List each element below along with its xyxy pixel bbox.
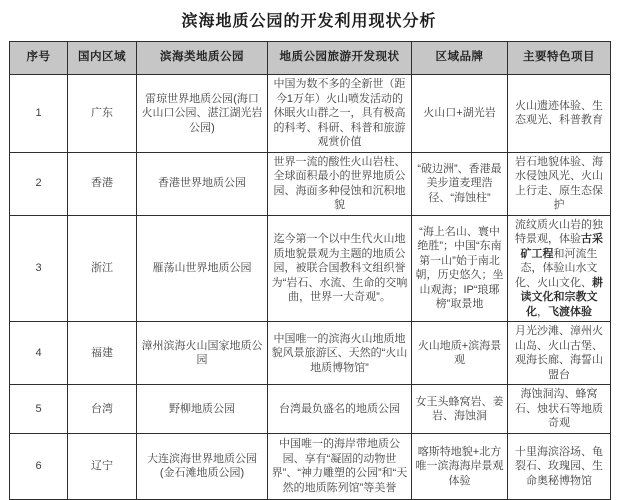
cell-features: 十里海滨浴场、龟裂石、玫瑰园、生命奥秘博物馆 — [508, 433, 611, 499]
cell-status: 世界一流的酸性火山岩柱、全球面积最小的世界地质公园、海面多种侵蚀和沉积地貌 — [268, 152, 412, 215]
cell-features: 岩石地貌体验、海水侵蚀风光、火山上行走、原生态保护 — [508, 152, 611, 215]
cell-features: 月光沙滩、漳州火山岛、火山古堡、观海长廊、海誓山盟台 — [508, 322, 611, 385]
cell-brand: 女王头蜂窝岩、姜岩、海蚀洞 — [412, 385, 508, 434]
cell-no: 1 — [10, 75, 68, 153]
cell-brand: 火山口+湖光岩 — [412, 75, 508, 153]
cell-features: 流纹质火山岩的独特景观，体验古采矿工程和河流生态，体验山水文化、火山文化、耕读文化和宗教文化，飞渡体验 — [508, 215, 611, 322]
cell-brand: “破边洲”、香港最美步道麦理浩径、“海蚀柱” — [412, 152, 508, 215]
cell-region: 香港 — [68, 152, 137, 215]
cell-status: 迄今第一个以中生代火山地质地貌景观为主题的地质公园，被联合国教科文组织誉为“岩石、水流、生命的交响曲，世界一大奇观”。 — [268, 215, 412, 322]
cell-region: 广东 — [68, 75, 137, 153]
cell-brand: 火山地质+滨海景观 — [412, 322, 508, 385]
cell-status: 中国唯一的滨海火山地质地貌风景旅游区、天然的“火山地质博物馆” — [268, 322, 412, 385]
header-features: 主要特色项目 — [508, 42, 611, 75]
cell-status: 台湾最负盛名的地质公园 — [268, 385, 412, 434]
header-no: 序号 — [10, 42, 68, 75]
cell-status: 中国唯一的海岸带地质公园、享有“凝固的动物世界”、“神力雕塑的公园”和“天然的地质陈列馆”等美誉 — [268, 433, 412, 499]
table-row — [10, 152, 611, 215]
cell-brand: 喀斯特地貌+北方唯一滨海海岸景观体验 — [412, 433, 508, 499]
cell-no: 2 — [10, 152, 68, 215]
table-row — [10, 75, 611, 153]
cell-park: 雁荡山世界地质公园 — [137, 215, 268, 322]
table-row — [10, 322, 611, 385]
cell-brand: “海上名山、寰中绝胜”；中国“东南第一山”始于南北朝，历史悠久；坐山观海；IP“琅琊榜”取景地 — [412, 215, 508, 322]
cell-no: 3 — [10, 215, 68, 322]
cell-region: 福建 — [68, 322, 137, 385]
cell-status: 中国为数不多的全新世（距今1万年）火山喷发活动的休眠火山群之一，具有极高的科考、科研、科普和旅游观赏价值 — [268, 75, 412, 153]
cell-park: 漳州滨海火山国家地质公园 — [137, 322, 268, 385]
table-row — [10, 215, 611, 322]
cell-region: 台湾 — [68, 385, 137, 434]
cell-features: 海蚀洞沟、蜂窝石、烛状石等地质奇观 — [508, 385, 611, 434]
cell-no: 6 — [10, 433, 68, 499]
header-status: 地质公园旅游开发现状 — [268, 42, 412, 75]
cell-no: 5 — [10, 385, 68, 434]
geopark-table — [9, 41, 611, 500]
cell-park: 雷琼世界地质公园(海口火山口公园、湛江湖光岩公园) — [137, 75, 268, 153]
header-region: 国内区域 — [68, 42, 137, 75]
cell-features: 火山遗迹体验、生态观光、科普教育 — [508, 75, 611, 153]
header-brand: 区域品牌 — [412, 42, 508, 75]
cell-no: 4 — [10, 322, 68, 385]
cell-park: 大连滨海世界地质公园(金石滩地质公园) — [137, 433, 268, 499]
table-row — [10, 433, 611, 499]
header-park: 滨海类地质公园 — [137, 42, 268, 75]
cell-region: 浙江 — [68, 215, 137, 322]
page-title: 滨海地质公园的开发利用现状分析 — [181, 13, 437, 30]
cell-park: 香港世界地质公园 — [137, 152, 268, 215]
table-row — [10, 385, 611, 434]
cell-region: 辽宁 — [68, 433, 137, 499]
table-header-row — [10, 42, 611, 75]
cell-park: 野柳地质公园 — [137, 385, 268, 434]
